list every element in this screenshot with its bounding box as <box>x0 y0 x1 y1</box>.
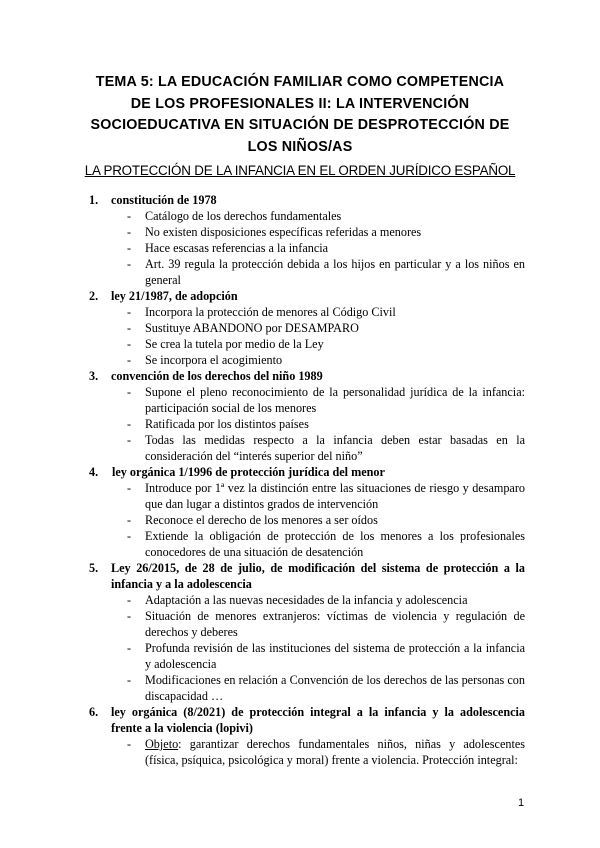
list-item-text: Adaptación a las nuevas necesidades de la infancia y adolescencia <box>145 593 468 607</box>
dash-bullet: - <box>127 481 132 495</box>
dash-bullet: - <box>127 241 132 255</box>
section-number: 2. <box>89 289 99 303</box>
list-item <box>0 640 600 672</box>
list-item <box>0 672 600 704</box>
list-item-text: Sustituye ABANDONO por DESAMPARO <box>145 321 359 335</box>
list-item <box>0 384 600 416</box>
section-title: constitución de 1978 <box>111 193 217 207</box>
section-number: 1. <box>89 193 99 207</box>
list-item-text: Hace escasas referencias a la infancia <box>145 241 329 255</box>
dash-bullet: - <box>127 737 132 751</box>
list-item-text: Todas las medidas respecto a la infancia deben estar basadas en la consideración del “interés superior del niño” <box>145 433 525 463</box>
list-item <box>0 224 600 240</box>
dash-bullet: - <box>127 609 132 623</box>
list-item <box>0 208 600 224</box>
list-item-text: Catálogo de los derechos fundamentales <box>145 209 342 223</box>
list-item <box>0 528 600 560</box>
list-item <box>0 736 600 768</box>
dash-bullet: - <box>127 513 132 527</box>
list-item <box>0 240 600 256</box>
page-number: 1 <box>518 797 525 809</box>
list-item <box>0 256 600 288</box>
list-item-text: Incorpora la protección de menores al Código Civil <box>145 305 396 319</box>
title-line: TEMA 5: LA EDUCACIÓN FAMILIAR COMO COMPETENCIA <box>95 74 505 90</box>
section-title: ley 21/1987, de adopción <box>111 289 238 303</box>
list-item <box>0 416 600 432</box>
list-item-text: Ratificada por los distintos países <box>145 417 309 431</box>
section-heading <box>0 192 600 208</box>
dash-bullet: - <box>127 641 132 655</box>
dash-bullet: - <box>127 417 132 431</box>
dash-bullet: - <box>127 209 132 223</box>
list-item-text: Modificaciones en relación a Convención de los derechos de las personas con discapacidad … <box>145 673 525 703</box>
section-heading <box>0 464 600 480</box>
list-item-text: Supone el pleno reconocimiento de la personalidad jurídica de la infancia: participación social de los menores <box>145 385 525 415</box>
list-item <box>0 352 600 368</box>
section-heading <box>0 288 600 304</box>
section-title: convención de los derechos del niño 1989 <box>111 369 323 383</box>
dash-bullet: - <box>127 593 132 607</box>
list-item-text: No existen disposiciones específicas referidas a menores <box>145 225 422 239</box>
dash-bullet: - <box>127 353 132 367</box>
dash-bullet: - <box>127 529 132 543</box>
list-item <box>0 512 600 528</box>
list-item <box>0 480 600 512</box>
list-item-text: Situación de menores extranjeros: víctimas de violencia y regulación de derechos y deberes <box>145 609 525 639</box>
section-number: 5. <box>89 561 99 575</box>
list-item-text: Se incorpora el acogimiento <box>145 353 283 367</box>
section-subtitle: LA PROTECCIÓN DE LA INFANCIA EN EL ORDEN JURÍDICO ESPAÑOL <box>84 163 516 178</box>
list-item-text: Introduce por 1ª vez la distinción entre las situaciones de riesgo y desamparo que dan lugar a distintos grados de intervención <box>145 481 525 511</box>
content <box>0 192 600 768</box>
section-title: ley orgánica (8/2021) de protección integral a la infancia y la adolescencia frente a la violencia (lopivi) <box>111 705 525 735</box>
section-heading <box>0 704 600 736</box>
page-title <box>70 72 530 158</box>
list-item-text: Profunda revisión de las instituciones del sistema de protección a la infancia y adolescencia <box>145 641 525 671</box>
dash-bullet: - <box>127 673 132 687</box>
list-item <box>0 304 600 320</box>
dash-bullet: - <box>127 337 132 351</box>
dash-bullet: - <box>127 257 132 271</box>
section-number: 3. <box>89 369 99 383</box>
list-item <box>0 320 600 336</box>
list-item-text: Se crea la tutela por medio de la Ley <box>145 337 324 351</box>
list-item-text: Art. 39 regula la protección debida a los hijos en particular y a los niños en general <box>145 257 525 287</box>
list-item-text: Extiende la obligación de protección de los menores a los profesionales conocedores de una situación de desatención <box>145 529 525 559</box>
section-heading <box>0 560 600 592</box>
list-item <box>0 336 600 352</box>
list-item <box>0 432 600 464</box>
list-item <box>0 608 600 640</box>
section-number: 6. <box>89 705 99 719</box>
section-title: Ley 26/2015, de 28 de julio, de modificación del sistema de protección a la infancia y a la adolescencia <box>111 561 525 591</box>
list-item-text: Reconoce el derecho de los menores a ser oídos <box>145 513 378 527</box>
dash-bullet: - <box>127 433 132 447</box>
dash-bullet: - <box>127 321 132 335</box>
section-number: 4. <box>89 465 99 479</box>
title-line: LOS NIÑOS/AS <box>247 138 353 155</box>
dash-bullet: - <box>127 385 132 399</box>
dash-bullet: - <box>127 225 132 239</box>
section-heading <box>0 368 600 384</box>
objeto-label: Objeto <box>145 737 179 751</box>
list-item-text: : garantizar derechos fundamentales niños, niñas y adolescentes (física, psíquica, psicológica y moral) frente a violencia. Protección integral: <box>145 737 525 767</box>
dash-bullet: - <box>127 305 132 319</box>
list-item <box>0 592 600 608</box>
section-title: ley orgánica 1/1996 de protección jurídica del menor <box>112 465 385 479</box>
title-line: SOCIOEDUCATIVA EN SITUACIÓN DE DESPROTECCIÓN DE <box>90 117 510 134</box>
title-line: DE LOS PROFESIONALES II: LA INTERVENCIÓN <box>130 95 470 112</box>
